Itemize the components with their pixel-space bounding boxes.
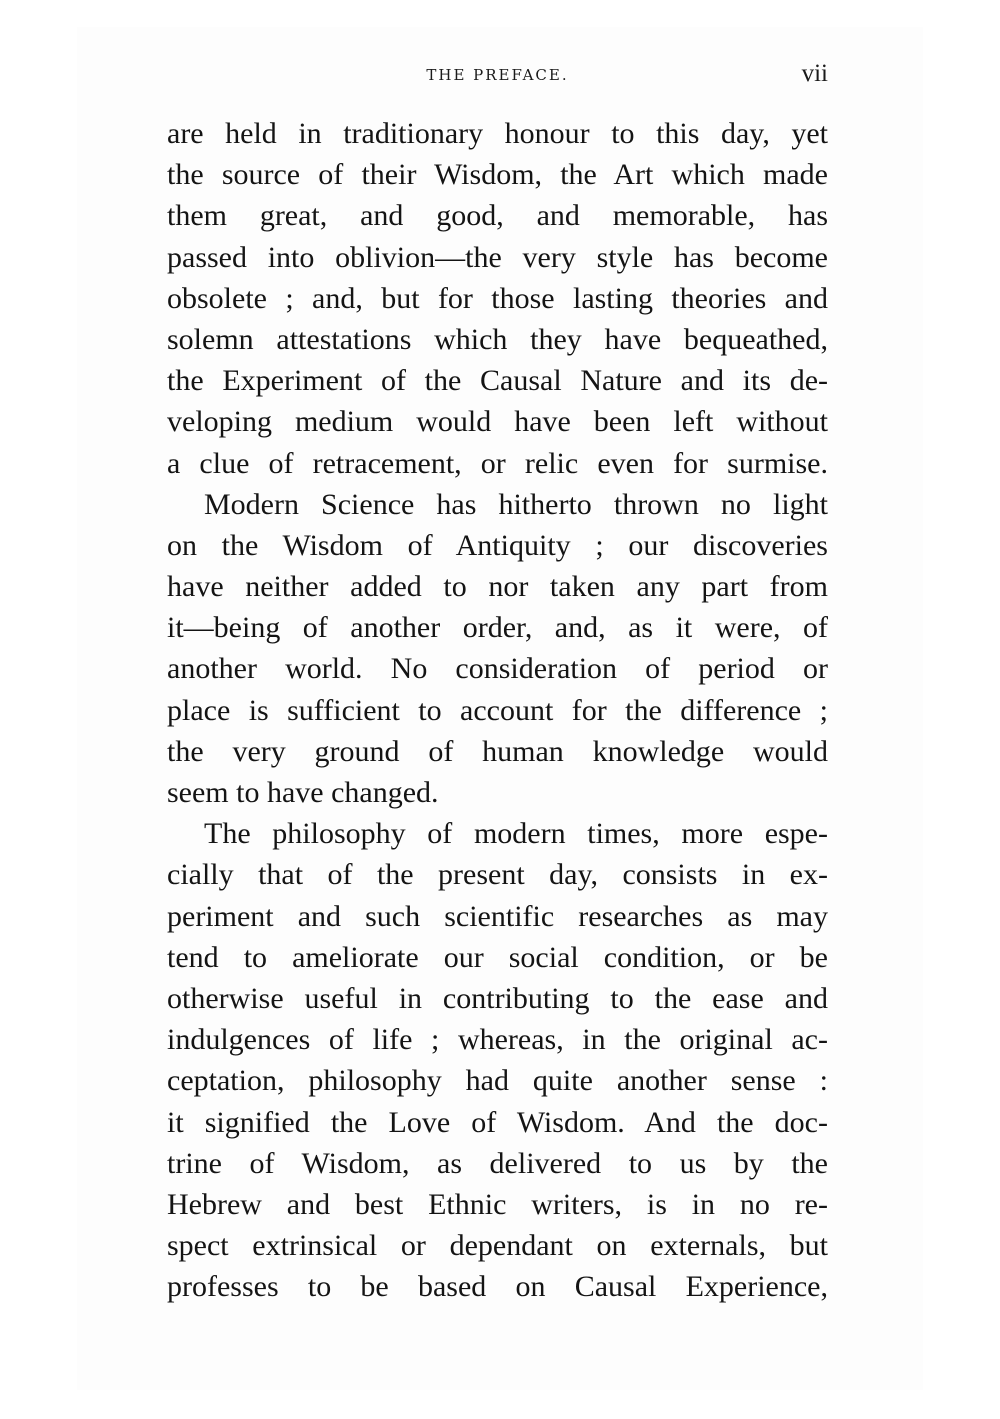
paragraph-1 <box>167 113 828 484</box>
text-line: periment and such scientific researches as may <box>167 899 828 933</box>
text-line: The philosophy of modern times, more espe- <box>204 817 828 851</box>
paragraph-2 <box>167 484 828 814</box>
text-line: otherwise useful in contributing to the ease and <box>167 981 828 1015</box>
text-line: trine of Wisdom, as delivered to us by the <box>167 1146 828 1180</box>
text-line: are held in traditionary honour to this day, yet <box>167 117 828 150</box>
text-line: them great, and good, and memorable, has <box>167 199 828 233</box>
text-line: tend to ameliorate our social condition, or be <box>167 940 828 974</box>
text-line: cially that of the present day, consists in ex- <box>167 858 828 892</box>
text-line: obsolete ; and, but for those lasting theories and <box>167 281 828 315</box>
text-line: on the Wisdom of Antiquity ; our discoveries <box>167 528 828 562</box>
text-line: veloping medium would have been left without <box>167 405 828 439</box>
text-line: Modern Science has hitherto thrown no light <box>204 487 828 521</box>
text-line: the very ground of human knowledge would <box>167 734 828 768</box>
text-line: place is sufficient to account for the difference ; <box>167 693 828 727</box>
text-line: it signified the Love of Wisdom. And the doc- <box>167 1105 828 1139</box>
text-line: professes to be based on Causal Experience, <box>167 1270 828 1304</box>
text-line: passed into oblivion—the very style has become <box>167 240 828 274</box>
paragraph-3 <box>167 813 828 1307</box>
text-line: the Experiment of the Causal Nature and its de- <box>167 364 828 398</box>
running-title: THE PREFACE. <box>426 66 569 84</box>
text-line: indulgences of life ; whereas, in the original ac- <box>167 1023 828 1057</box>
text-line: have neither added to nor taken any part from <box>167 570 828 604</box>
text-line: the source of their Wisdom, the Art which made <box>167 158 828 192</box>
page-number: vii <box>801 60 828 87</box>
body-text <box>167 113 828 1307</box>
text-line: another world. No consideration of period or <box>167 652 828 686</box>
text-line: spect extrinsical or dependant on externals, but <box>167 1229 828 1263</box>
text-line: solemn attestations which they have bequeathed, <box>167 322 828 356</box>
text-line: seem to have changed. <box>167 776 439 809</box>
running-head <box>167 60 828 90</box>
text-line: a clue of retracement, or relic even for surmise. <box>167 446 828 480</box>
text-line: it—being of another order, and, as it were, of <box>167 611 828 645</box>
text-line: Hebrew and best Ethnic writers, is in no re- <box>167 1187 828 1221</box>
text-line: ceptation, philosophy had quite another sense : <box>167 1064 828 1098</box>
